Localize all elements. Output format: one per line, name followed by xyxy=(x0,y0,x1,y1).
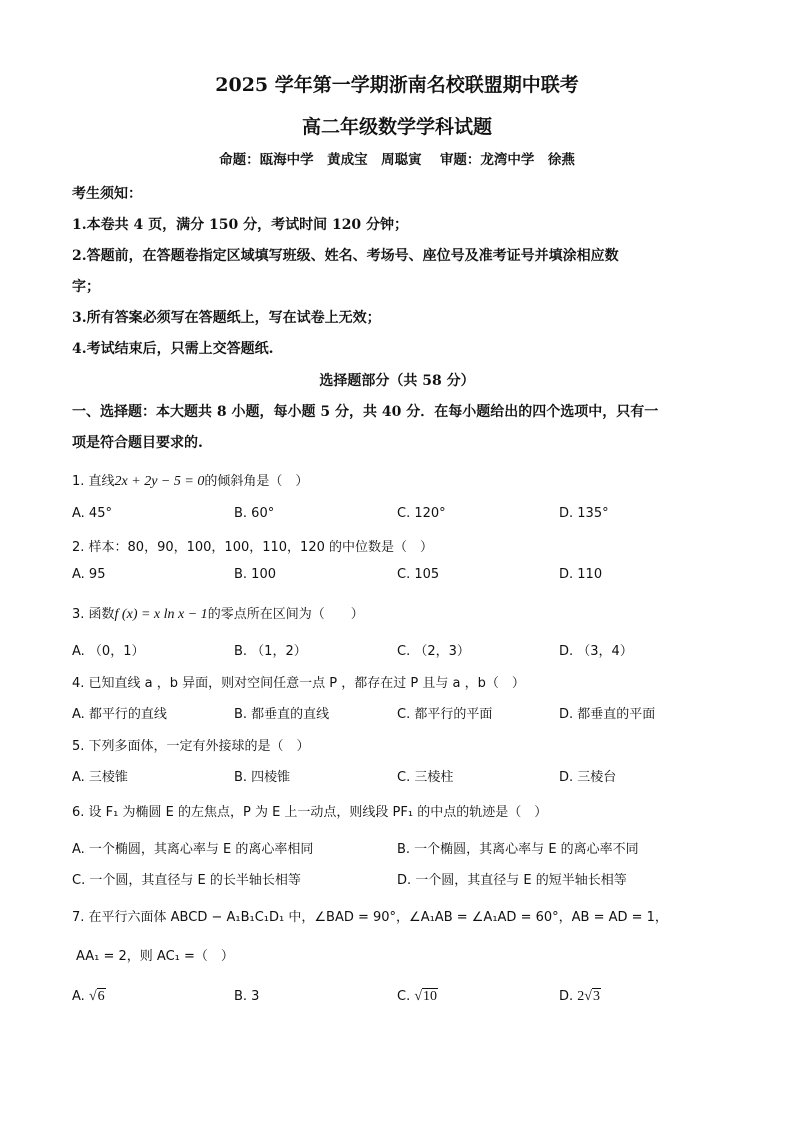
notice-item: 字； xyxy=(72,279,100,295)
question-4: 4. 已知直线 a ，b 异面，则对空间任意一点 P ，都存在过 P 且与 a ，b（ ） xyxy=(72,676,525,691)
option-b: B. （1，2） xyxy=(234,644,307,659)
sqrt-expression: √3 xyxy=(584,989,600,1004)
question-text: 的零点所在区间为（ ） xyxy=(207,607,364,622)
question-text: 的倾斜角是（ ） xyxy=(204,474,309,489)
option-d: D. 一个圆，其直径与 E 的短半轴长相等 xyxy=(397,873,627,888)
notice-item: 3.所有答案必须写在答题纸上，写在试卷上无效； xyxy=(72,310,381,326)
notice-item: 4.考试结束后，只需上交答题纸. xyxy=(72,341,274,357)
notice-item: 1.本卷共 4 页，满分 150 分，考试时间 120 分钟； xyxy=(72,217,409,233)
question-5: 5. 下列多面体，一定有外接球的是（ ） xyxy=(72,739,310,754)
option-c xyxy=(397,989,438,1005)
option-a: A. 45° xyxy=(72,506,112,521)
question-3 xyxy=(72,603,364,623)
option-b: B. 3 xyxy=(234,989,260,1004)
option-c: C. 105 xyxy=(397,567,440,582)
sqrt-expression: √6 xyxy=(88,989,105,1004)
option-letter: D. xyxy=(559,989,574,1004)
option-b: B. 60° xyxy=(234,506,275,521)
question-text: 3. 函数 xyxy=(72,607,115,622)
option-letter: C. xyxy=(397,989,411,1004)
math-expression: f (x) = x ln x − 1 xyxy=(114,607,208,622)
option-d: D. 三棱台 xyxy=(559,770,617,785)
option-d: D. 135° xyxy=(559,506,609,521)
exam-title: 2025 学年第一学期浙南名校联盟期中联考 xyxy=(215,74,579,96)
option-b: B. 一个椭圆，其离心率与 E 的离心率不同 xyxy=(397,842,639,857)
option-c: C. 三棱柱 xyxy=(397,770,454,785)
question-1 xyxy=(72,470,308,490)
radicand: 3 xyxy=(592,989,600,1004)
option-b: B. 四棱锥 xyxy=(234,770,291,785)
radicand: 10 xyxy=(423,989,438,1004)
option-letter: A. xyxy=(72,989,85,1004)
option-c: C. 120° xyxy=(397,506,446,521)
option-a xyxy=(72,989,106,1005)
question-6: 6. 设 F₁ 为椭圆 E 的左焦点，P 为 E 上一动点，则线段 PF₁ 的中点的轨迹是（ ） xyxy=(72,805,548,820)
option-a: A. （0，1） xyxy=(72,644,145,659)
option-d: D. 都垂直的平面 xyxy=(559,707,656,722)
option-c: C. 都平行的平面 xyxy=(397,707,493,722)
math-expression: 2x + 2y − 5 = 0 xyxy=(114,474,205,489)
authors-line: 命题：瓯海中学 黄成宝 周聪寅 审题：龙湾中学 徐燕 xyxy=(219,152,575,168)
option-c: C. 一个圆，其直径与 E 的长半轴长相等 xyxy=(72,873,301,888)
question-7-line2: AA₁ = 2，则 AC₁ =（ ） xyxy=(76,949,234,964)
coefficient: 2 xyxy=(577,989,585,1004)
question-2: 2. 样本：80，90，100，100，110，120 的中位数是（ ） xyxy=(72,540,434,555)
option-b: B. 100 xyxy=(234,567,276,582)
option-d: D. 110 xyxy=(559,567,603,582)
section-instruction: 项是符合题目要求的. xyxy=(72,435,203,451)
notice-heading: 考生须知： xyxy=(72,186,142,202)
option-a: A. 都平行的直线 xyxy=(72,707,167,722)
option-c: C. （2，3） xyxy=(397,644,470,659)
question-text: 1. 直线 xyxy=(72,474,115,489)
option-d xyxy=(559,989,601,1005)
sqrt-expression: √10 xyxy=(414,989,438,1004)
radicand: 6 xyxy=(97,989,105,1004)
option-a: A. 三棱锥 xyxy=(72,770,128,785)
section-instruction: 一、选择题：本大题共 8 小题，每小题 5 分，共 40 分．在每小题给出的四个选项中，只有一 xyxy=(72,404,659,420)
option-a: A. 95 xyxy=(72,567,106,582)
option-d: D. （3，4） xyxy=(559,644,633,659)
option-a: A. 一个椭圆，其离心率与 E 的离心率相同 xyxy=(72,842,314,857)
notice-item: 2.答题前，在答题卷指定区域填写班级、姓名、考场号、座位号及准考证号并填涂相应数 xyxy=(72,248,619,264)
exam-subtitle: 高二年级数学学科试题 xyxy=(301,116,492,138)
option-b: B. 都垂直的直线 xyxy=(234,707,330,722)
section-title: 选择题部分（共 58 分） xyxy=(319,373,475,389)
question-7: 7. 在平行六面体 ABCD − A₁B₁C₁D₁ 中，∠BAD = 90°，∠A₁AB = ∠A₁AD = 60°，AB = AD = 1， xyxy=(72,910,668,925)
